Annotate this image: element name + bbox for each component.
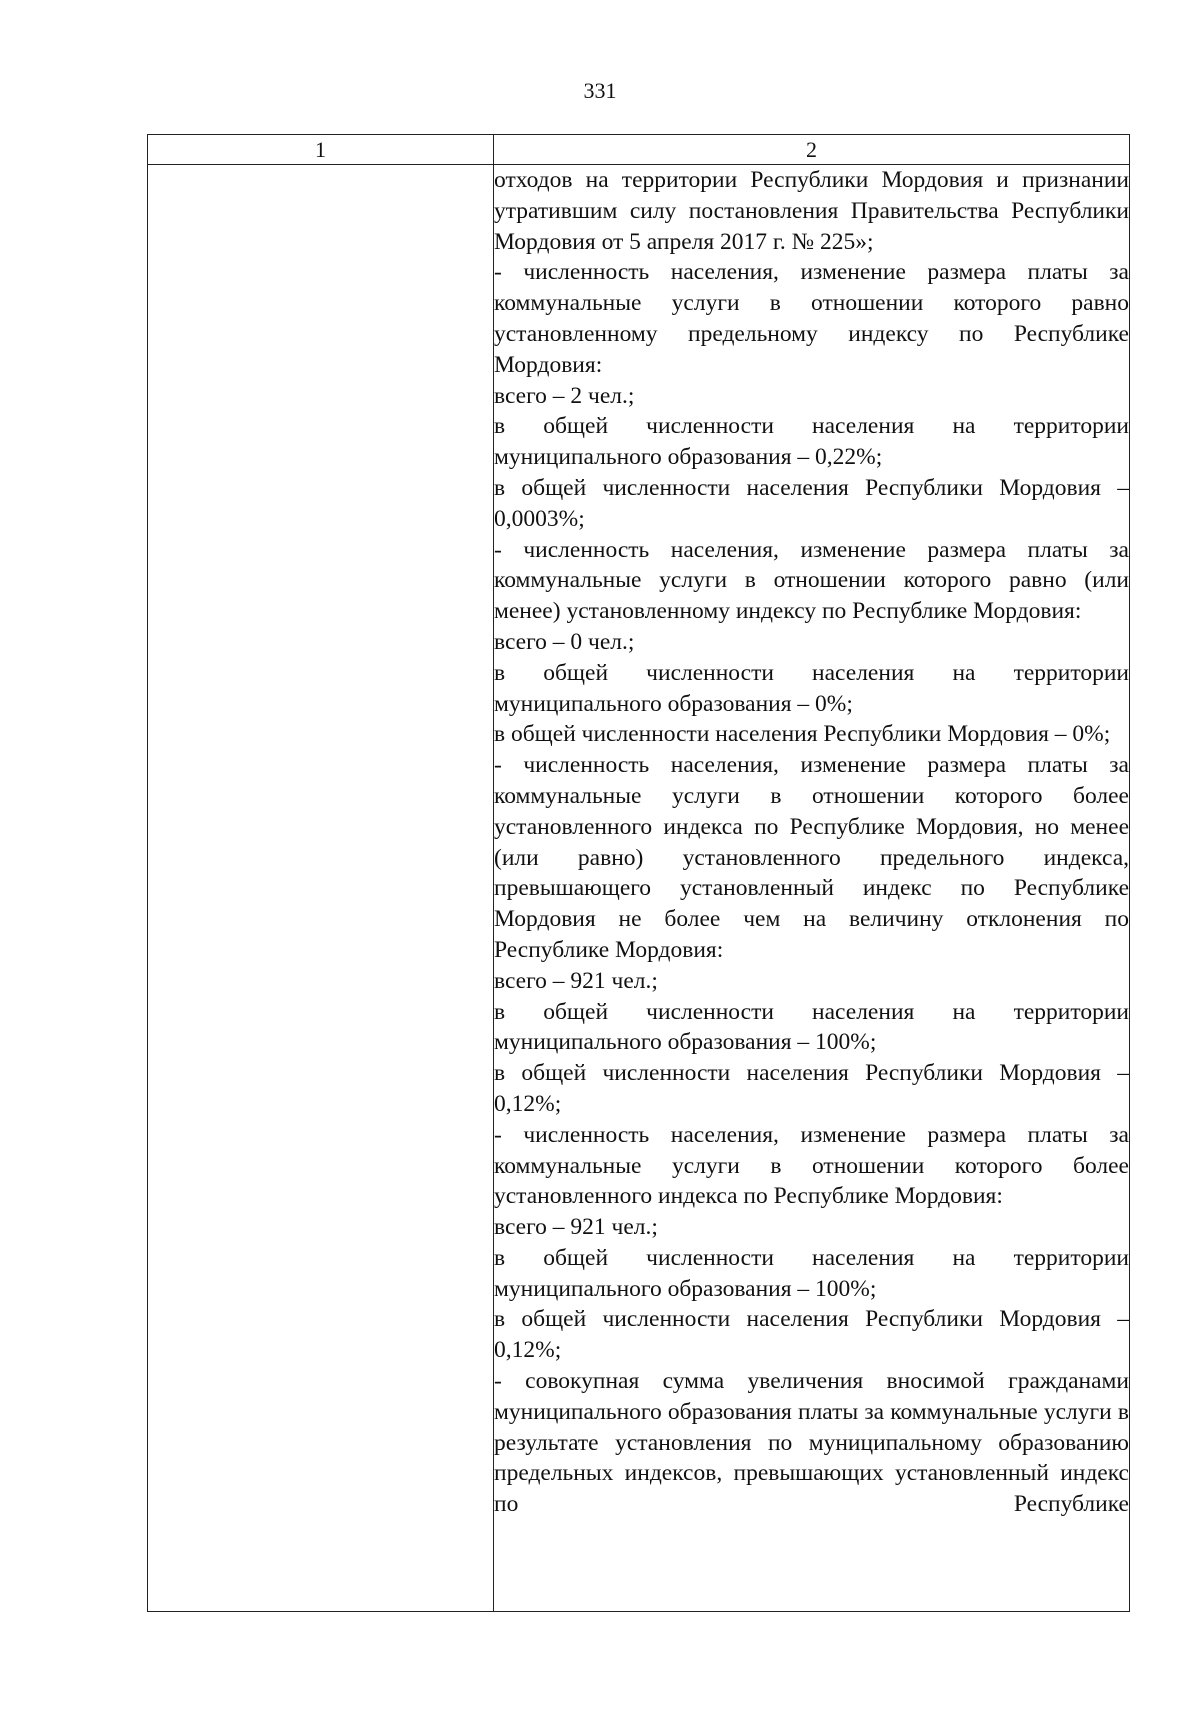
table-row bbox=[148, 165, 1130, 1612]
paragraph: - численность населения, изменение размера платы за коммунальные услуги в отношении которого равно установленному предельному индексу по Республике Мордовия: bbox=[494, 259, 1129, 378]
paragraph: - совокупная сумма увеличения вносимой гражданами муниципального образования платы за коммунальные услуги в результате установления по муниципальному образованию предельных индексов, превышающих установленный индекс по Республике bbox=[494, 1368, 1129, 1518]
paragraph: всего – 921 чел.; bbox=[494, 1214, 658, 1241]
paragraph: в общей численности населения на территории муниципального образования – 0,22%; bbox=[494, 413, 1129, 471]
paragraph: - численность населения, изменение размера платы за коммунальные услуги в отношении которого более установленного индекса по Республике Мордовия, но менее (или равно) установленного предельного индекса, превышающего установленный индекс по Республике Мордовия не более чем на величину отклонения по Республике Мордовия: bbox=[494, 752, 1129, 963]
column-header-2: 2 bbox=[494, 135, 1130, 165]
paragraph: в общей численности населения Республики Мордовия – 0%; bbox=[494, 721, 1111, 748]
paragraph: в общей численности населения Республики Мордовия – 0,0003%; bbox=[494, 474, 1129, 532]
table-header-row bbox=[148, 135, 1130, 165]
paragraph: в общей численности населения на территории муниципального образования – 100%; bbox=[494, 1244, 1129, 1302]
document-table bbox=[147, 134, 1130, 1612]
column-header-1: 1 bbox=[148, 135, 494, 165]
right-cell bbox=[494, 165, 1130, 1612]
paragraph: в общей численности населения на территории муниципального образования – 0%; bbox=[494, 659, 1129, 717]
paragraph: в общей численности населения Республики Мордовия – 0,12%; bbox=[494, 1306, 1129, 1364]
page-number: 331 bbox=[583, 78, 617, 103]
paragraph: отходов на территории Республики Мордовия и признании утратившим силу постановления Правительства Республики Мордовия от 5 апреля 2017 г. № 225»; bbox=[494, 167, 1129, 255]
paragraph: в общей численности населения на территории муниципального образования – 100%; bbox=[494, 998, 1129, 1056]
paragraph: - численность населения, изменение размера платы за коммунальные услуги в отношении которого более установленного индекса по Республике Мордовия: bbox=[494, 1121, 1129, 1210]
paragraph: всего – 921 чел.; bbox=[494, 967, 658, 994]
paragraph: всего – 0 чел.; bbox=[494, 628, 635, 655]
paragraph: в общей численности населения Республики Мордовия – 0,12%; bbox=[494, 1060, 1129, 1117]
left-cell bbox=[148, 165, 494, 1612]
paragraph: - численность населения, изменение размера платы за коммунальные услуги в отношении которого равно (или менее) установленному индексу по Республике Мордовия: bbox=[494, 536, 1129, 625]
paragraph: всего – 2 чел.; bbox=[494, 382, 635, 409]
